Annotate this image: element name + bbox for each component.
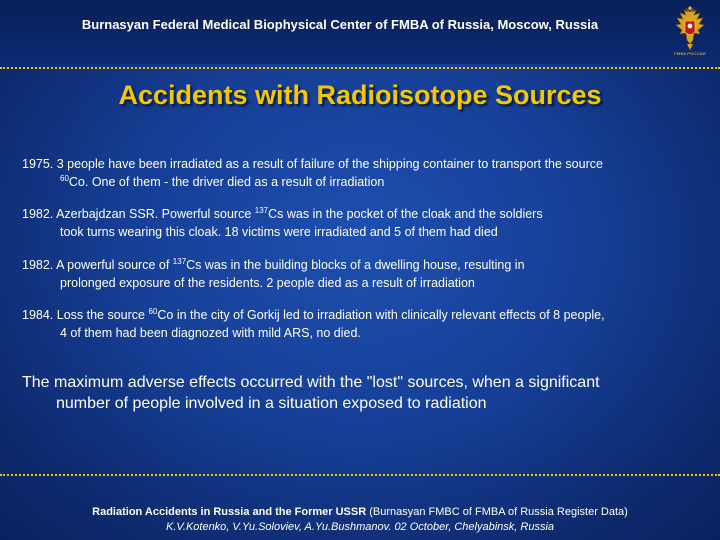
entry-text: 1982. A powerful source of	[22, 258, 173, 272]
footer-citation	[0, 505, 720, 535]
accident-entry-1982-azerbaijan	[22, 205, 692, 241]
summary-line2: number of people involved in a situation exposed to radiation	[56, 395, 487, 412]
footer-authors: K.V.Kotenko, V.Yu.Soloviev, A.Yu.Bushmanov. 02 October, Chelyabinsk, Russia	[165, 521, 555, 533]
entry-text: Co in the city of Gorkij led to irradiation with clinically relevant effects of 8 people,	[157, 308, 605, 322]
entry-text: Co. One of them - the driver died as a result of irradiation	[68, 175, 385, 189]
institution-name: Burnasyan Federal Medical Biophysical Center of FMBA of Russia, Moscow, Russia	[81, 17, 599, 32]
isotope-mass-number: 60	[148, 307, 158, 316]
isotope-mass-number: 137	[254, 206, 269, 215]
isotope-mass-number: 137	[172, 257, 187, 266]
accident-entry-1984	[22, 306, 692, 342]
accident-entry-1975	[22, 155, 692, 191]
summary-statement	[22, 372, 702, 414]
accident-entry-1982-dwelling	[22, 256, 692, 292]
entry-line2: prolonged exposure of the residents. 2 people died as a result of irradiation	[60, 276, 475, 290]
double-headed-eagle-emblem-icon	[672, 6, 708, 56]
footer-source-detail: (Burnasyan FMBC of FMBA of Russia Register Data)	[366, 506, 628, 518]
header-bar	[0, 0, 720, 64]
summary-line1: The maximum adverse effects occurred with the "lost" sources, when a significant	[22, 374, 600, 391]
entry-line2: took turns wearing this cloak. 18 victims were irradiated and 5 of them had died	[60, 225, 498, 239]
emblem-caption: FMBA РОССИИ	[674, 51, 706, 56]
slide-title: Accidents with Radioisotope Sources	[118, 80, 602, 110]
footer-source-title: Radiation Accidents in Russia and the Former USSR	[92, 506, 367, 518]
entry-text: 1982. Azerbajdzan SSR. Powerful source	[22, 207, 255, 221]
isotope-mass-number: 60	[60, 174, 69, 183]
top-divider	[0, 67, 720, 69]
entry-text: 1984. Loss the source	[22, 308, 149, 322]
entry-text: Cs was in the pocket of the cloak and the soldiers	[268, 207, 543, 221]
entry-text: 1975. 3 people have been irradiated as a result of failure of the shipping container to transport the source	[22, 157, 603, 171]
bottom-divider	[0, 474, 720, 476]
entry-line2	[22, 173, 692, 191]
entry-line2: 4 of them had been diagnozed with mild ARS, no died.	[60, 326, 361, 340]
entry-text: Cs was in the building blocks of a dwelling house, resulting in	[186, 258, 525, 272]
